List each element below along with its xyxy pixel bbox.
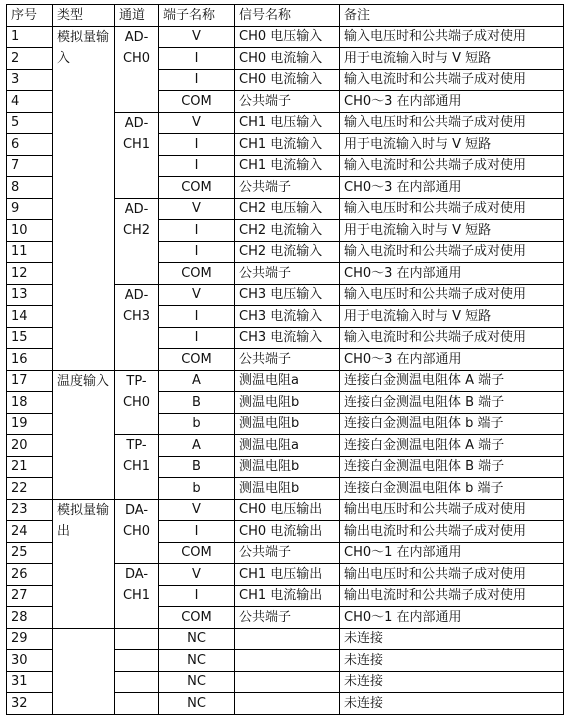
cell-terminal: I xyxy=(159,134,235,156)
cell-terminal: I xyxy=(159,585,235,607)
cell-no: 24 xyxy=(7,521,53,543)
cell-signal: 公共端子 xyxy=(235,607,340,629)
cell-terminal: I xyxy=(159,155,235,177)
cell-signal: 公共端子 xyxy=(235,349,340,371)
cell-no: 23 xyxy=(7,499,53,521)
cell-terminal: COM xyxy=(159,91,235,113)
cell-no: 14 xyxy=(7,306,53,328)
cell-note: 连接白金测温电阻体 b 端子 xyxy=(340,413,564,435)
cell-terminal: V xyxy=(159,499,235,521)
cell-no: 2 xyxy=(7,48,53,70)
cell-signal: CH1 电压输入 xyxy=(235,112,340,134)
cell-signal: CH0 电流输出 xyxy=(235,521,340,543)
cell-terminal: COM xyxy=(159,177,235,199)
cell-signal xyxy=(235,693,340,715)
table-row xyxy=(7,499,564,521)
cell-signal: 公共端子 xyxy=(235,177,340,199)
header-type: 类型 xyxy=(53,5,115,27)
cell-note: 输出电压时和公共端子成对使用 xyxy=(340,564,564,586)
cell-note: CH0～3 在内部通用 xyxy=(340,349,564,371)
cell-note: 连接白金测温电阻体 B 端子 xyxy=(340,456,564,478)
cell-note: 输出电流时和公共端子成对使用 xyxy=(340,521,564,543)
cell-no: 7 xyxy=(7,155,53,177)
cell-note: 用于电流输入时与 V 短路 xyxy=(340,48,564,70)
cell-note: 用于电流输入时与 V 短路 xyxy=(340,220,564,242)
cell-note: 输入电压时和公共端子成对使用 xyxy=(340,198,564,220)
cell-note: 输入电流时和公共端子成对使用 xyxy=(340,327,564,349)
cell-signal: 测温电阻b xyxy=(235,413,340,435)
cell-no: 12 xyxy=(7,263,53,285)
cell-no: 25 xyxy=(7,542,53,564)
cell-no: 13 xyxy=(7,284,53,306)
cell-note: 用于电流输入时与 V 短路 xyxy=(340,306,564,328)
cell-terminal: NC xyxy=(159,693,235,715)
header-signal: 信号名称 xyxy=(235,5,340,27)
cell-note: 连接白金测温电阻体 A 端子 xyxy=(340,370,564,392)
cell-channel: DA-CH0 xyxy=(115,499,159,564)
cell-type: 温度输入 xyxy=(53,370,115,499)
cell-terminal: V xyxy=(159,564,235,586)
cell-terminal: NC xyxy=(159,628,235,650)
cell-note: 连接白金测温电阻体 b 端子 xyxy=(340,478,564,500)
cell-no: 11 xyxy=(7,241,53,263)
cell-no: 3 xyxy=(7,69,53,91)
cell-note: 输入电压时和公共端子成对使用 xyxy=(340,26,564,48)
cell-signal xyxy=(235,671,340,693)
cell-terminal: COM xyxy=(159,349,235,371)
cell-signal: CH0 电压输入 xyxy=(235,26,340,48)
cell-signal: CH0 电流输入 xyxy=(235,48,340,70)
cell-no: 19 xyxy=(7,413,53,435)
cell-no: 26 xyxy=(7,564,53,586)
document-page xyxy=(6,4,564,715)
cell-signal: CH2 电流输入 xyxy=(235,220,340,242)
cell-channel: AD-CH1 xyxy=(115,112,159,198)
cell-terminal: I xyxy=(159,220,235,242)
cell-terminal: V xyxy=(159,284,235,306)
cell-channel: TP-CH0 xyxy=(115,370,159,435)
cell-note: CH0～1 在内部通用 xyxy=(340,542,564,564)
cell-note: 输入电流时和公共端子成对使用 xyxy=(340,69,564,91)
cell-no: 22 xyxy=(7,478,53,500)
cell-channel: AD-CH2 xyxy=(115,198,159,284)
cell-signal: CH0 电流输入 xyxy=(235,69,340,91)
header-channel: 通道 xyxy=(115,5,159,27)
cell-signal: CH1 电压输出 xyxy=(235,564,340,586)
cell-signal: 公共端子 xyxy=(235,263,340,285)
cell-terminal: V xyxy=(159,26,235,48)
table-row xyxy=(7,628,564,650)
cell-terminal: NC xyxy=(159,650,235,672)
cell-note: 连接白金测温电阻体 A 端子 xyxy=(340,435,564,457)
cell-terminal: V xyxy=(159,198,235,220)
cell-signal: CH3 电压输入 xyxy=(235,284,340,306)
cell-type: 模拟量输出 xyxy=(53,499,115,628)
cell-signal: CH3 电流输入 xyxy=(235,327,340,349)
cell-channel: AD-CH3 xyxy=(115,284,159,370)
cell-signal xyxy=(235,650,340,672)
cell-signal: 公共端子 xyxy=(235,91,340,113)
cell-no: 15 xyxy=(7,327,53,349)
table-row xyxy=(7,26,564,48)
cell-no: 17 xyxy=(7,370,53,392)
cell-signal: CH1 电流输入 xyxy=(235,134,340,156)
cell-signal: 测温电阻a xyxy=(235,435,340,457)
cell-terminal: I xyxy=(159,521,235,543)
cell-no: 32 xyxy=(7,693,53,715)
cell-terminal: NC xyxy=(159,671,235,693)
cell-signal: CH2 电压输入 xyxy=(235,198,340,220)
cell-signal: CH1 电流输出 xyxy=(235,585,340,607)
cell-signal: CH2 电流输入 xyxy=(235,241,340,263)
cell-note: 未连接 xyxy=(340,650,564,672)
cell-type: 模拟量输入 xyxy=(53,26,115,370)
cell-type xyxy=(53,628,115,714)
cell-signal xyxy=(235,628,340,650)
cell-note: 未连接 xyxy=(340,628,564,650)
cell-no: 6 xyxy=(7,134,53,156)
cell-note: 输入电流时和公共端子成对使用 xyxy=(340,155,564,177)
cell-terminal: I xyxy=(159,306,235,328)
cell-terminal: COM xyxy=(159,607,235,629)
header-no: 序号 xyxy=(7,5,53,27)
table-header-row xyxy=(7,5,564,27)
cell-terminal: B xyxy=(159,392,235,414)
cell-no: 5 xyxy=(7,112,53,134)
cell-note: 未连接 xyxy=(340,671,564,693)
cell-no: 18 xyxy=(7,392,53,414)
cell-signal: CH1 电流输入 xyxy=(235,155,340,177)
cell-channel xyxy=(115,671,159,693)
cell-no: 29 xyxy=(7,628,53,650)
cell-no: 20 xyxy=(7,435,53,457)
cell-note: 输出电压时和公共端子成对使用 xyxy=(340,499,564,521)
cell-channel xyxy=(115,628,159,650)
cell-no: 4 xyxy=(7,91,53,113)
cell-note: 用于电流输入时与 V 短路 xyxy=(340,134,564,156)
cell-note: 未连接 xyxy=(340,693,564,715)
cell-note: CH0～3 在内部通用 xyxy=(340,177,564,199)
cell-note: CH0～3 在内部通用 xyxy=(340,91,564,113)
cell-note: CH0～3 在内部通用 xyxy=(340,263,564,285)
cell-note: 输入电压时和公共端子成对使用 xyxy=(340,112,564,134)
cell-note: 输入电流时和公共端子成对使用 xyxy=(340,241,564,263)
cell-note: 输出电流时和公共端子成对使用 xyxy=(340,585,564,607)
cell-terminal: I xyxy=(159,241,235,263)
cell-signal: 测温电阻a xyxy=(235,370,340,392)
cell-signal: CH3 电流输入 xyxy=(235,306,340,328)
cell-terminal: A xyxy=(159,435,235,457)
cell-signal: 测温电阻b xyxy=(235,456,340,478)
cell-channel: TP-CH1 xyxy=(115,435,159,500)
cell-no: 8 xyxy=(7,177,53,199)
cell-signal: 测温电阻b xyxy=(235,478,340,500)
cell-terminal: COM xyxy=(159,263,235,285)
cell-no: 1 xyxy=(7,26,53,48)
cell-channel xyxy=(115,650,159,672)
cell-note: 连接白金测温电阻体 B 端子 xyxy=(340,392,564,414)
cell-no: 21 xyxy=(7,456,53,478)
table-row xyxy=(7,370,564,392)
cell-no: 16 xyxy=(7,349,53,371)
terminal-table xyxy=(6,4,564,715)
cell-terminal: A xyxy=(159,370,235,392)
cell-terminal: b xyxy=(159,413,235,435)
cell-no: 9 xyxy=(7,198,53,220)
cell-no: 30 xyxy=(7,650,53,672)
cell-signal: 测温电阻b xyxy=(235,392,340,414)
header-terminal: 端子名称 xyxy=(159,5,235,27)
cell-signal: 公共端子 xyxy=(235,542,340,564)
cell-note: 输入电压时和公共端子成对使用 xyxy=(340,284,564,306)
cell-channel: AD-CH0 xyxy=(115,26,159,112)
cell-no: 10 xyxy=(7,220,53,242)
cell-terminal: B xyxy=(159,456,235,478)
cell-terminal: b xyxy=(159,478,235,500)
cell-terminal: I xyxy=(159,327,235,349)
cell-signal: CH0 电压输出 xyxy=(235,499,340,521)
cell-channel: DA-CH1 xyxy=(115,564,159,629)
cell-note: CH0～1 在内部通用 xyxy=(340,607,564,629)
cell-terminal: COM xyxy=(159,542,235,564)
cell-no: 31 xyxy=(7,671,53,693)
cell-channel xyxy=(115,693,159,715)
header-note: 备注 xyxy=(340,5,564,27)
cell-no: 27 xyxy=(7,585,53,607)
cell-terminal: I xyxy=(159,48,235,70)
cell-terminal: V xyxy=(159,112,235,134)
cell-no: 28 xyxy=(7,607,53,629)
cell-terminal: I xyxy=(159,69,235,91)
